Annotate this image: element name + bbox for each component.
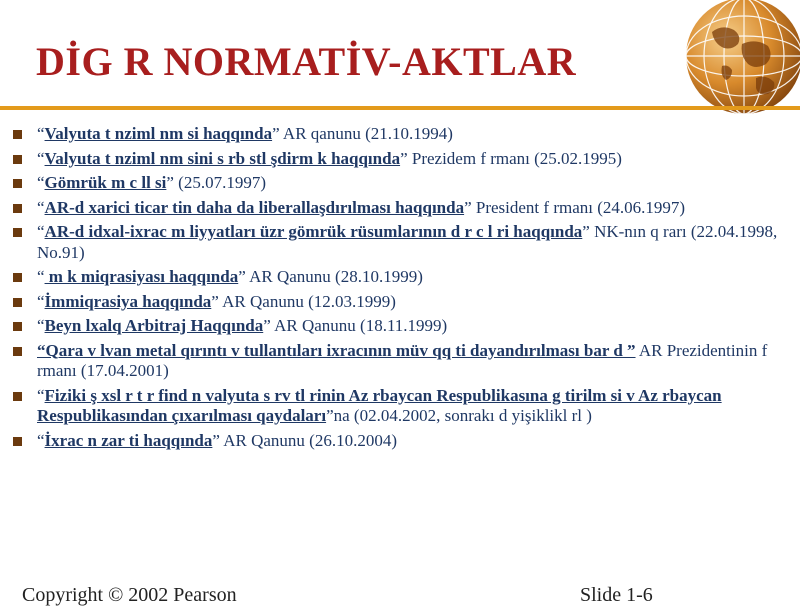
act-link[interactable]: İxrac n zar ti haqqında [44,430,213,450]
act-link[interactable]: Beyn lxalq Arbitraj Haqqında [44,316,264,335]
item-quote: “ [37,197,45,217]
item-quote: “ [37,430,45,450]
act-link[interactable]: Gömrük m c ll si [44,173,167,192]
bullet-icon [13,179,22,188]
list-item [0,431,780,452]
item-detail: ” (25.07.1997) [166,173,267,192]
item-detail: ” AR Qanunu (26.10.2004) [212,430,397,450]
bullet-icon [13,347,22,356]
bullet-icon [13,228,22,237]
list-item [0,124,780,145]
item-detail: AR Prezidentinin f rmanı (17.04.2001) [37,340,768,380]
bullet-icon [13,273,22,282]
list-item [0,341,780,382]
act-link[interactable]: AR-d xarici ticar tin daha da liberallaşdırılması haqqında [44,197,465,217]
slide-number: Slide 1-6 [580,584,653,606]
list-item [0,267,780,288]
item-detail: ” NK-nın q rarı (22.04.1998, No.91) [37,222,778,262]
item-quote: “ [37,148,45,168]
item-detail: ” Prezidem f rmanı (25.02.1995) [400,148,622,168]
act-link[interactable]: Valyuta t nziml nm sini s rb stl şdirm k haqqında [44,148,401,168]
act-link[interactable]: Fiziki ş xsl r t r find n valyuta s rv tl rinin Az rbaycan Respublikasına g tirilm si v Az rbaycan Respublikasından çıxarılması qaydaları [37,385,722,425]
bullet-icon [13,298,22,307]
act-link[interactable]: m k miqrasiyası haqqında [44,267,239,286]
item-detail: ” AR qanunu (21.10.1994) [272,124,453,143]
list-item [0,198,780,219]
item-quote: “ [37,222,45,241]
act-link[interactable]: Valyuta t nziml nm si haqqında [44,124,273,143]
item-quote: “ [37,124,45,143]
item-detail: ”na (02.04.2002, sonrakı d yişiklikl rl ) [326,406,592,425]
act-link[interactable]: İmmiqrasiya haqqında [44,291,212,311]
item-quote: “ [37,267,45,286]
act-link[interactable]: AR-d idxal-ixrac m liyyatları üzr gömrük rüsumlarının d r c l ri haqqında [44,222,583,241]
item-quote: “ [37,173,45,192]
list-item [0,386,780,427]
copyright-footer: Copyright © 2002 Pearson [22,584,237,606]
list-item [0,173,780,194]
globe-icon [682,0,800,118]
normative-acts-list [0,124,780,455]
bullet-icon [13,130,22,139]
item-quote: “ [37,291,45,311]
slide-title: DİG R NORMATİV-AKTLAR [36,39,577,84]
list-item [0,222,780,263]
item-detail: ” AR Qanunu (28.10.1999) [238,267,423,286]
bullet-icon [13,155,22,164]
act-link[interactable]: “Qara v lvan metal qırıntı v tullantıları ixracının müv qq ti dayandırılması bar d ” [37,340,636,360]
item-detail: ” AR Qanunu (12.03.1999) [211,291,396,311]
bullet-icon [13,322,22,331]
list-item [0,149,780,170]
bullet-icon [13,204,22,213]
item-detail: ” President f rmanı (24.06.1997) [464,197,686,217]
title-underline [0,106,800,110]
list-item [0,316,780,337]
item-detail: ” AR Qanunu (18.11.1999) [263,316,448,335]
item-quote: “ [37,316,45,335]
list-item [0,292,780,313]
bullet-icon [13,392,22,401]
item-quote: “ [37,385,45,405]
bullet-icon [13,437,22,446]
